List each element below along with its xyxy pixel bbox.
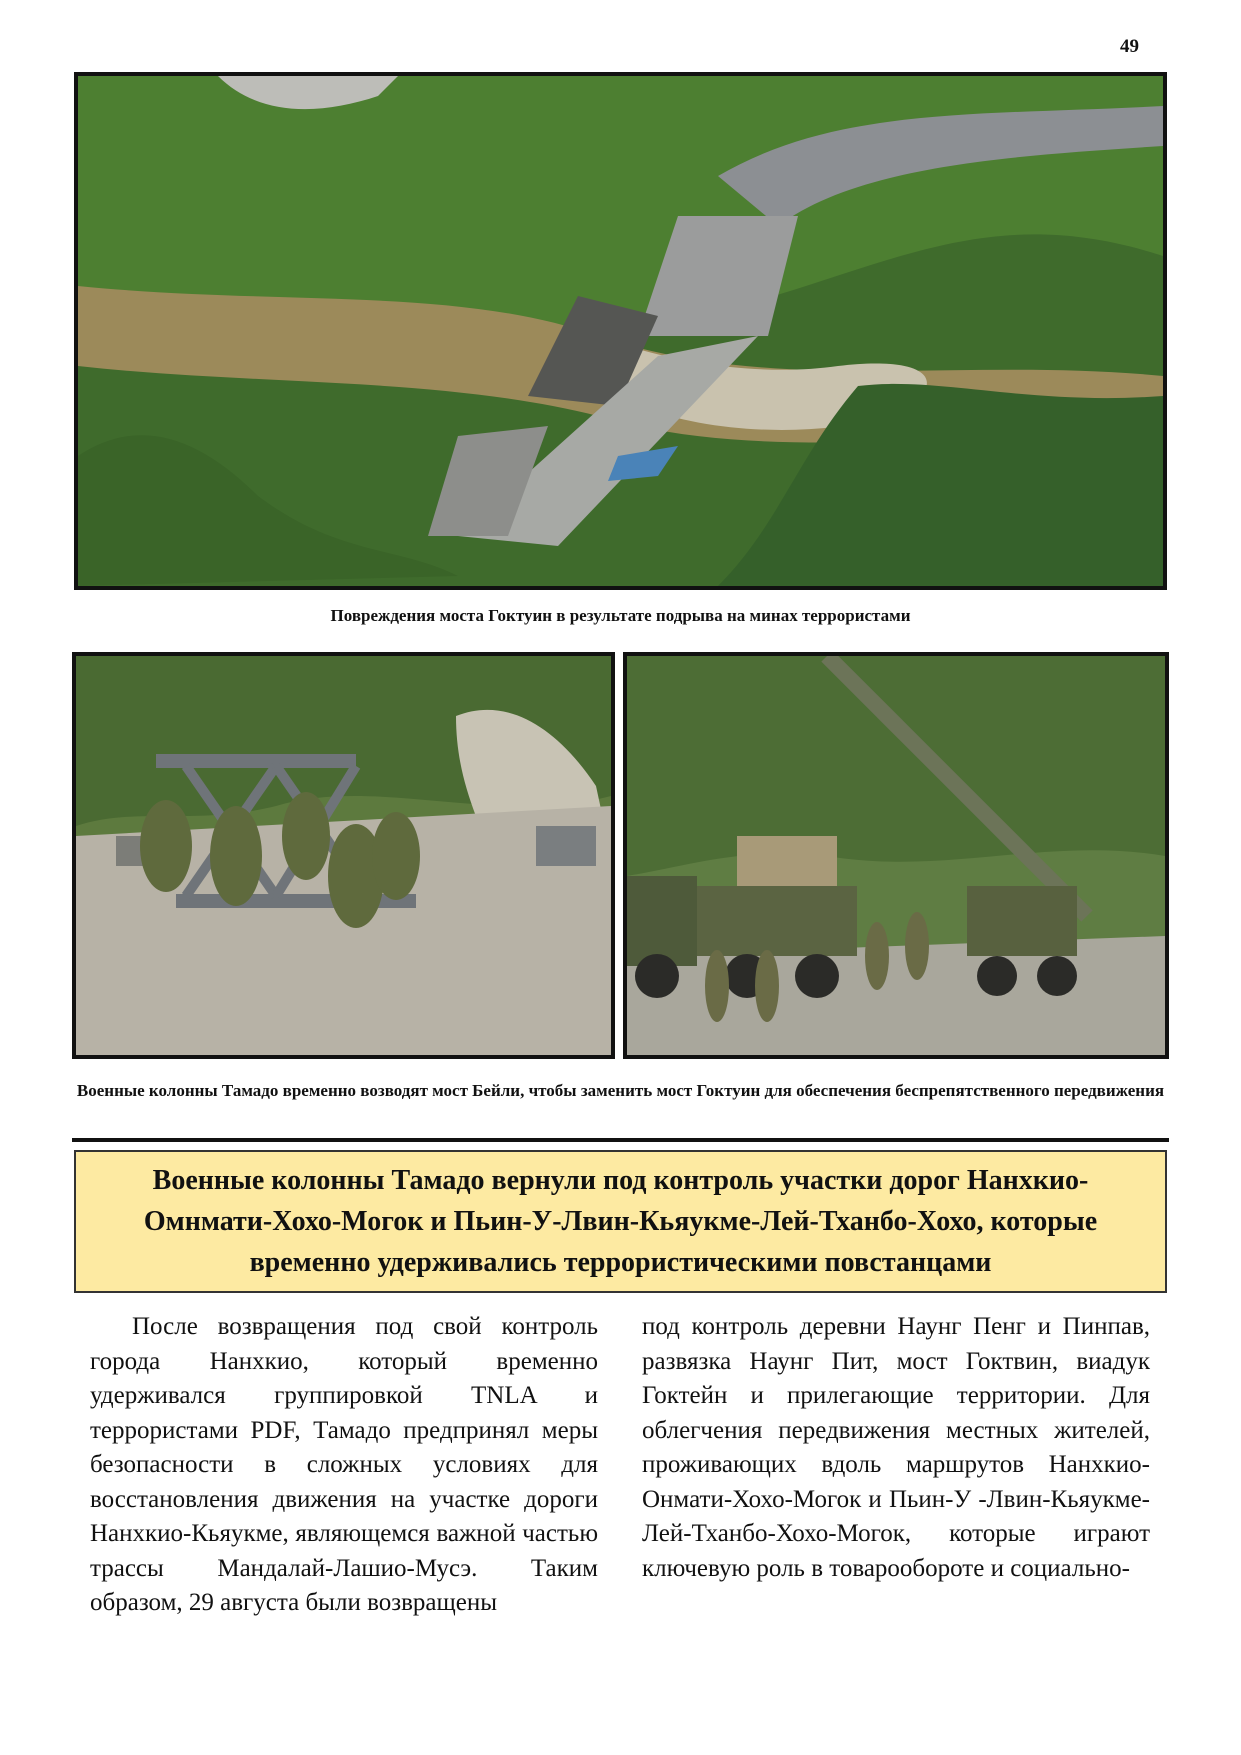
section-divider [72, 1138, 1169, 1142]
article-column-right [642, 1310, 1150, 1586]
figure-caption: Военные колонны Тамадо временно возводят мост Бейли, чтобы заменить мост Гоктуин для обеспечения беспрепятственного передвижения [76, 1081, 1165, 1100]
article-paragraph: под контроль деревни Наунг Пенг и Пинпав, развязка Наунг Пит, мост Гоктвин, виадук Гоктейн и прилегающие территории. Для облегчения передвижения местных жителей, проживающих вдоль маршрутов Нанхкио-Онмати-Хохо-Могок и Пьин-У -Лвин-Кьяукме-Лей-Тханбо-Хохо-Могок, которые играют ключевую роль в товарообороте и социально- [642, 1313, 1150, 1582]
figure-caption: Повреждения моста Гоктуин в результате подрыва на минах террористами [330, 606, 911, 625]
crane-and-trucks-photo [623, 652, 1169, 1059]
article-paragraph: После возвращения под свой контроль города Нанхкио, который временно удерживался группировкой TNLA и террористами PDF, Тамадо предпринял меры безопасности в сложных условиях для восстановления движения на участке дороги Нанхкио-Кьяукме, являющемся важной частью трассы Мандалай-Лашио-Мусэ. Таким образом, 29 августа были возвращены [90, 1313, 598, 1616]
damaged-bridge-photo [74, 72, 1167, 590]
soldiers-assembling-bridge-photo [72, 652, 615, 1059]
article-headline-box [74, 1150, 1167, 1293]
article-column-left [90, 1310, 598, 1621]
page-number: 49 [1120, 36, 1139, 57]
article-headline: Военные колонны Тамадо вернули под контроль участки дорог Нанхкио-Омнмати-Хохо-Могок и Пьин-У-Лвин-Кьяукме-Лей-Тханбо-Хохо, которые временно удерживались террористическими повстанцами [143, 1165, 1098, 1278]
